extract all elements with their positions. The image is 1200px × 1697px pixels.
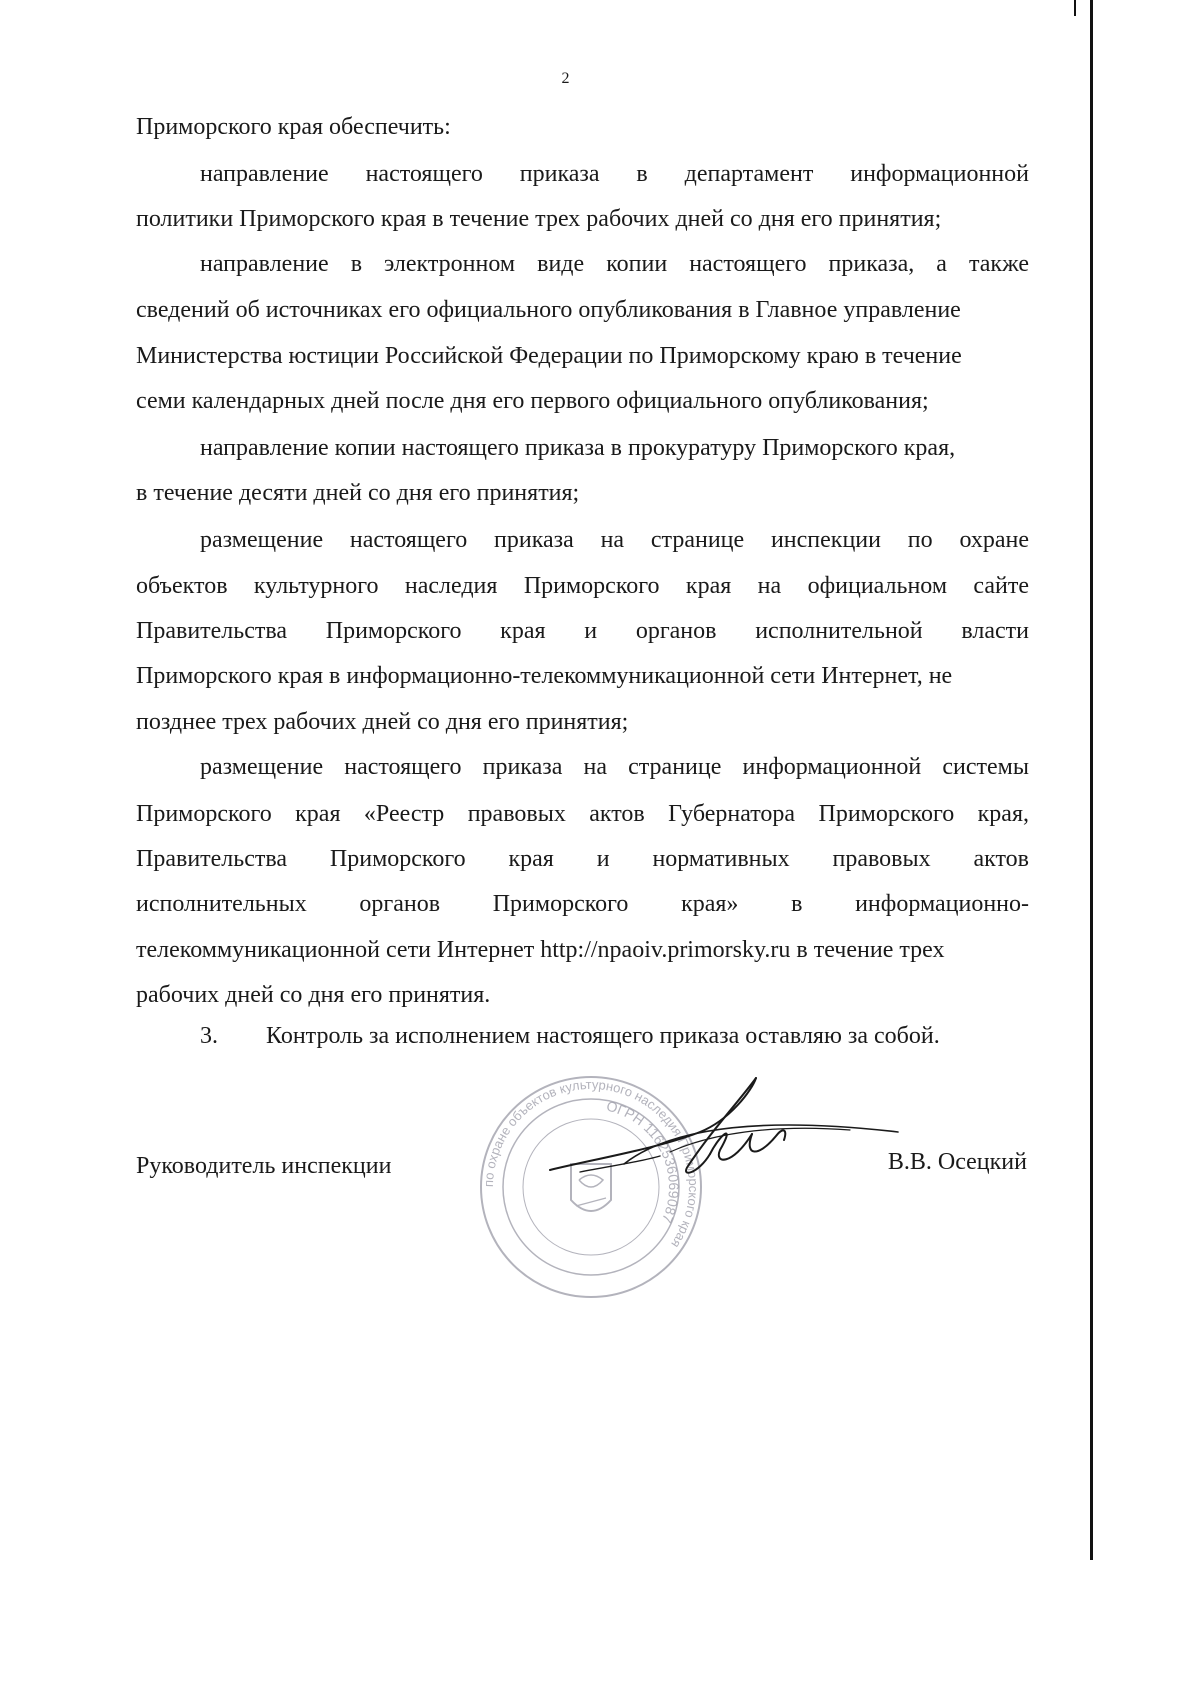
seal-ogrn-text: ОГРН 1162536069087 xyxy=(604,1097,683,1226)
body-line: в течение десяти дней со дня его принятия; xyxy=(136,480,580,506)
handwritten-signature xyxy=(520,1070,900,1190)
body-line: семи календарных дней после дня его первого официального опубликования; xyxy=(136,388,929,414)
page-number: 2 xyxy=(561,70,570,87)
clause-3 xyxy=(200,1022,940,1050)
clause-text: Контроль за исполнением настоящего приказа оставляю за собой. xyxy=(266,1023,940,1049)
body-line: размещение настоящего приказа на странице инспекции по охране xyxy=(200,527,1029,553)
body-line: Приморского края обеспечить: xyxy=(136,114,451,140)
body-line: направление в электронном виде копии настоящего приказа, а также xyxy=(200,251,1029,277)
body-line: направление настоящего приказа в департамент информационной xyxy=(200,161,1029,187)
body-line: исполнительных органов Приморского края» в информационно- xyxy=(136,891,1029,917)
body-line: направление копии настоящего приказа в прокуратуру Приморского края, xyxy=(200,435,956,461)
body-line: сведений об источниках его официального опубликования в Главное управление xyxy=(136,297,961,323)
body-line: Правительства Приморского края и органов исполнительной власти xyxy=(136,618,1029,644)
body-line: Министерства юстиции Российской Федерации по Приморскому краю в течение xyxy=(136,343,962,369)
body-line: телекоммуникационной сети Интернет http://npaoiv.primorsky.ru в течение трех xyxy=(136,937,945,963)
seal-outer-text: по охране объектов культурного наследия Приморского края xyxy=(480,1076,702,1251)
signatory-name: В.В. Осецкий xyxy=(887,1149,1027,1175)
body-line: рабочих дней со дня его принятия. xyxy=(136,982,491,1008)
body-line: политики Приморского края в течение трех рабочих дней со дня его принятия; xyxy=(136,206,942,232)
body-line: Приморского края в информационно-телекоммуникационной сети Интернет, не xyxy=(136,663,953,689)
signatory-role: Руководитель инспекции xyxy=(136,1153,392,1179)
body-line: объектов культурного наследия Приморского края на официальном сайте xyxy=(136,573,1029,599)
body-line: Правительства Приморского края и нормативных правовых актов xyxy=(136,846,1029,872)
body-line: размещение настоящего приказа на странице информационной системы xyxy=(200,754,1029,780)
body-line: позднее трех рабочих дней со дня его принятия; xyxy=(136,709,629,735)
page-edge-line xyxy=(1090,0,1093,1560)
clause-number: 3. xyxy=(200,1023,218,1049)
body-line: Приморского края «Реестр правовых актов Губернатора Приморского края, xyxy=(136,801,1029,827)
page-edge-tick xyxy=(1074,0,1076,16)
